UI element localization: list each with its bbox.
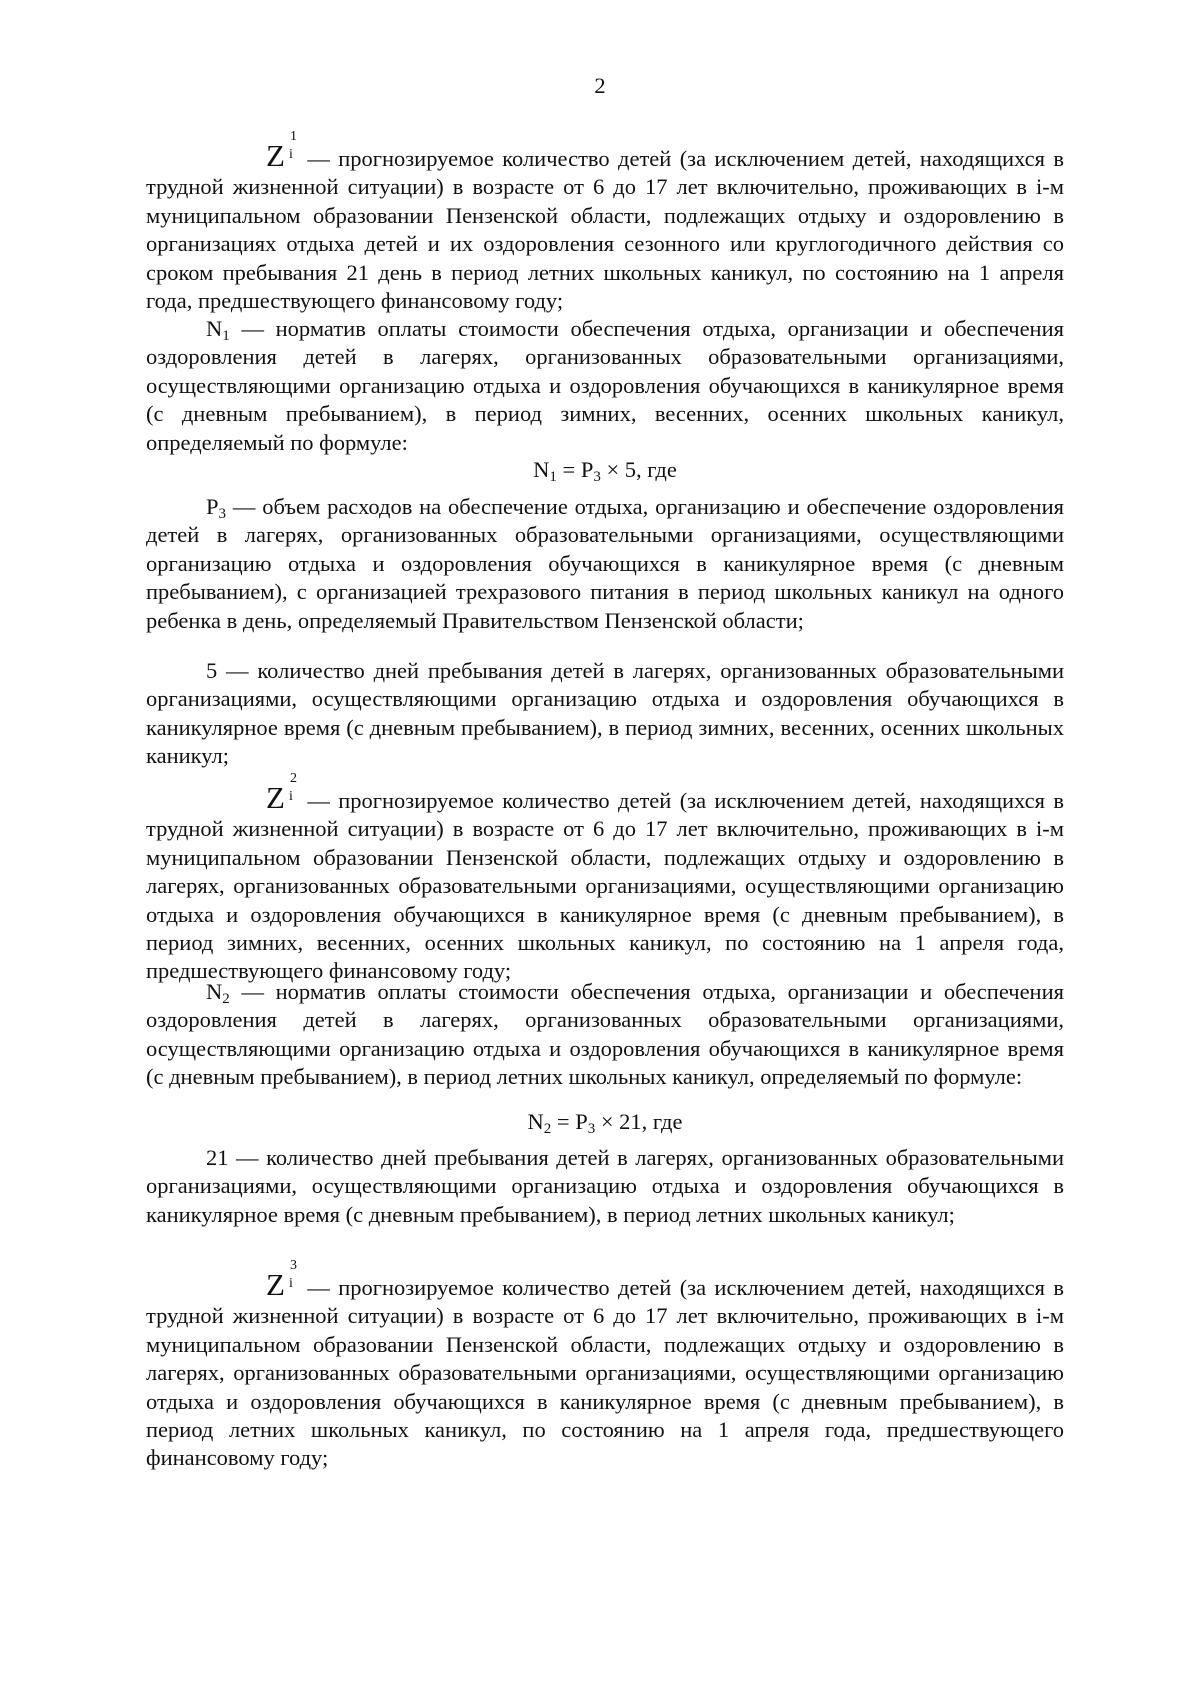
definition-five-days: 5 — количество дней пребывания детей в лагерях, организованных образовательными организациями, осуществляющими организацию отдыха и оздоровления обучающихся в каникулярное время (с дневным пребыванием), в период зимних, весенних, осенних школьных каникул;	[146, 658, 1064, 769]
symbol-p3: $P_3$	[206, 494, 227, 522]
definition-z1-text: — прогнозируемое количество детей (за исключением детей, находящихся в трудной жизненной ситуации) в возрасте от 6 до 17 лет включительно, проживающих в i-м муниципальном образовании Пензенской области, подлежащих отдыху и оздоровлению в организациях отдыха детей и их оздоровления сезонного или круглогодичного действия со сроком пребывания 21 день в период летних школьных каникул, по состоянию на 1 апреля года, предшествующего финансовому году;	[146, 146, 1064, 314]
definition-z3-text: — прогнозируемое количество детей (за исключением детей, находящихся в трудной жизненной ситуации) в возрасте от 6 до 17 лет включительно, проживающих в i-м муниципальном образовании Пензенской области, подлежащих отдыху и оздоровлению в лагерях, организованных образовательными организациями, осуществляющими организацию отдыха и оздоровления обучающихся в каникулярное время (с дневным пребыванием), в период летних школьных каникул, по состоянию на 1 апреля года, предшествующего финансовому году;	[146, 1275, 1064, 1471]
definition-p3	[146, 493, 1064, 635]
definition-n1-text: — норматив оплаты стоимости обеспечения отдыха, организации и обеспечения оздоровления детей в лагерях, организованных образовательными организациями, осуществляющими организацию отдыха и оздоровления обучающихся в каникулярное время (с дневным пребыванием), в период зимних, весенних, осенних школьных каникул, определяемый по формуле:	[146, 316, 1064, 455]
formula-n1: $N_1 = P_3 \times 5$, где	[533, 457, 677, 485]
symbol-n1: $N_1$	[206, 316, 230, 344]
definition-z1	[146, 129, 1064, 315]
symbol-z2: Z 2 i	[266, 771, 297, 815]
definition-z3	[146, 1258, 1064, 1473]
symbol-n2: $N_2$	[206, 979, 230, 1007]
page-number: 2	[594, 73, 606, 98]
definition-p3-text: — объем расходов на обеспечение отдыха, организацию и обеспечение оздоровления детей в лагерях, организованных образовательными организациями, осуществляющими организацию отдыха и оздоровления обучающихся в каникулярное время (с дневным пребыванием), с организацией трехразового питания в период школьных каникул на одного ребенка в день, определяемый Правительством Пензенской области;	[146, 494, 1064, 633]
definition-twentyone-days: 21 — количество дней пребывания детей в лагерях, организованных образовательными организациями, осуществляющими организацию отдыха и оздоровления обучающихся в каникулярное время (с дневным пребыванием), в период летних школьных каникул;	[146, 1145, 1064, 1227]
definition-n2	[146, 978, 1064, 1092]
definition-z2	[146, 771, 1064, 986]
formula-n2: $N_2 = P_3 \times 21$, где	[527, 1109, 683, 1137]
symbol-z1: Z 1 i	[266, 129, 297, 173]
symbol-z3: Z 3 i	[266, 1258, 297, 1302]
definition-n1	[146, 315, 1064, 457]
definition-n2-text: — норматив оплаты стоимости обеспечения отдыха, организации и обеспечения оздоровления детей в лагерях, организованных образовательными организациями, осуществляющими организацию отдыха и оздоровления обучающихся в каникулярное время (с дневным пребыванием), в период летних школьных каникул, определяемый по формуле:	[146, 979, 1064, 1090]
definition-z2-text: — прогнозируемое количество детей (за исключением детей, находящихся в трудной жизненной ситуации) в возрасте от 6 до 17 лет включительно, проживающих в i-м муниципальном образовании Пензенской области, подлежащих отдыху и оздоровлению в лагерях, организованных образовательными организациями, осуществляющими организацию отдыха и оздоровления обучающихся в каникулярное время (с дневным пребыванием), в период зимних, весенних, осенних школьных каникул, по состоянию на 1 апреля года, предшествующего финансовому году;	[146, 788, 1064, 984]
